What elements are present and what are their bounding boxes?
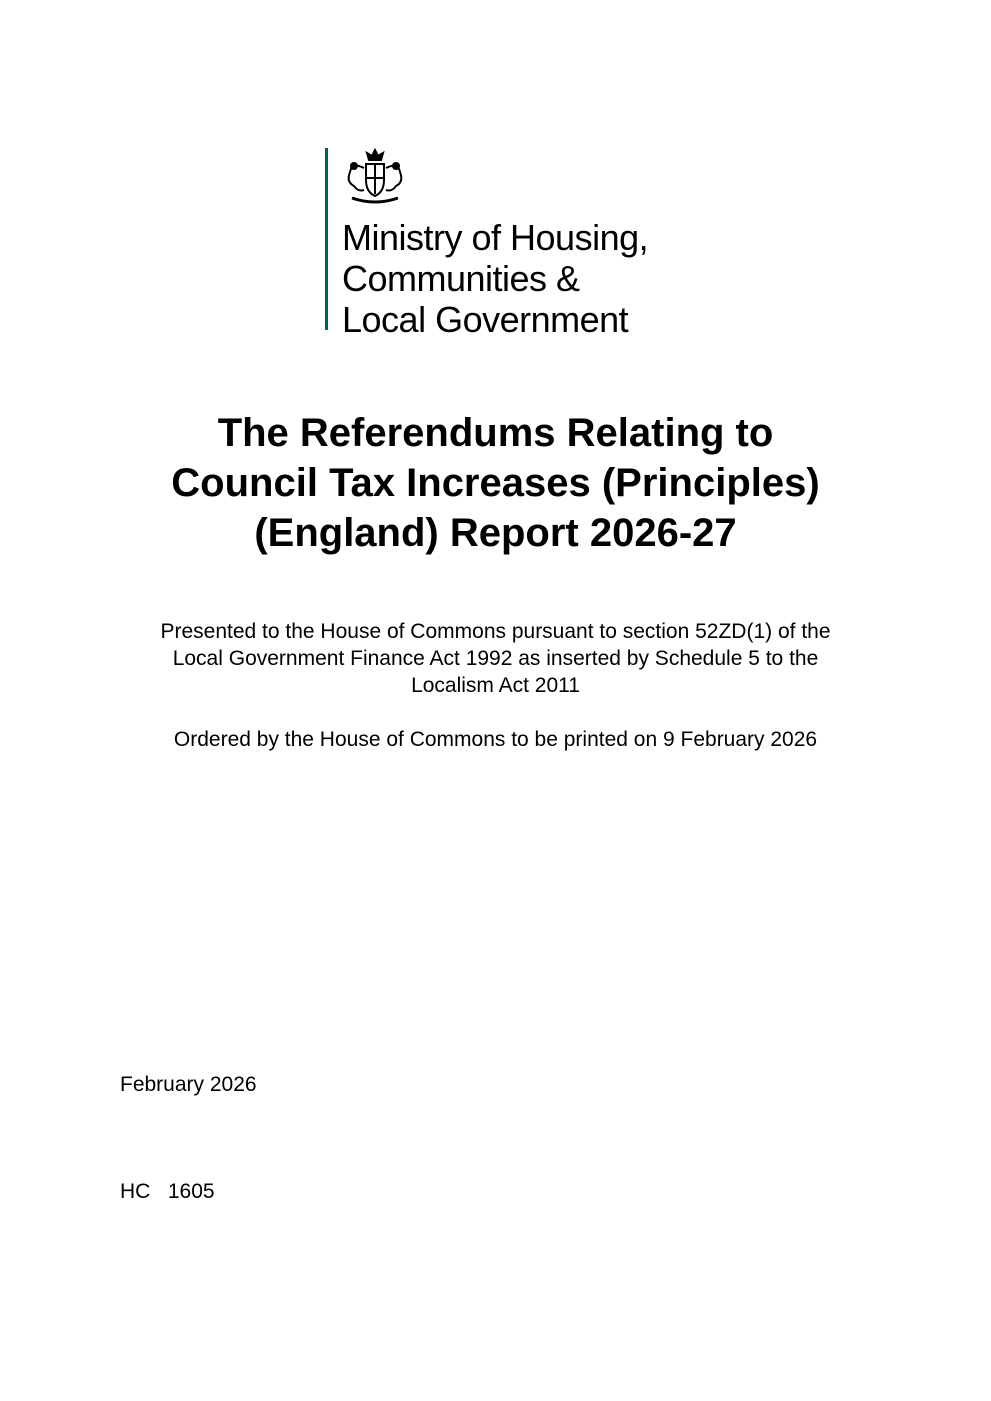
presented-line: Localism Act 2011 [411,674,580,697]
publication-date: February 2026 [120,1073,257,1096]
coat-of-arms-icon [342,148,408,206]
title-line: Council Tax Increases (Principles) [171,461,820,505]
org-line: Communities & [342,258,580,299]
organisation-name [342,217,648,340]
department-logo [325,148,649,340]
title-line: The Referendums Relating to [217,411,774,455]
hc-number: HC 1605 [120,1180,215,1203]
ordered-statement: Ordered by the House of Commons to be printed on 9 February 2026 [173,728,818,751]
presentation-statement [0,618,991,699]
org-line: Ministry of Housing, [342,217,649,258]
org-line: Local Government [342,299,629,340]
presented-line: Local Government Finance Act 1992 as inserted by Schedule 5 to the [172,647,819,670]
document-title [0,408,991,558]
title-line: (England) Report 2026-27 [254,511,737,555]
presented-line: Presented to the House of Commons pursuant to section 52ZD(1) of the [160,620,831,643]
